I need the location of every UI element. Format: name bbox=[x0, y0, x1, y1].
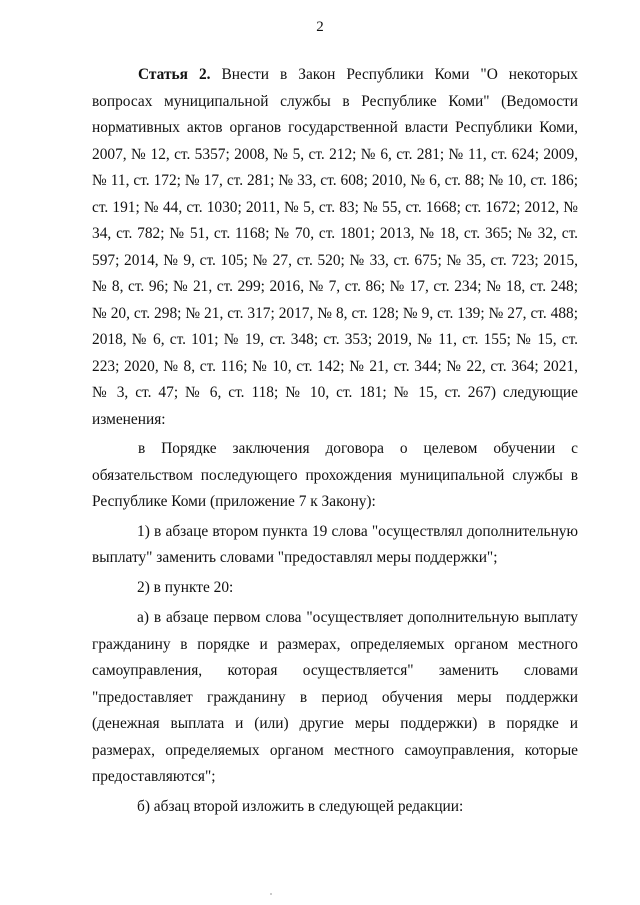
item-2-paragraph: 2) в пункте 20: bbox=[137, 578, 234, 596]
article-intro-text: Внести в Закон Республики Коми "О некоторых вопросах муниципальной службы в Республике Коми" (Ведомости нормативных актов органов государственной власти Республики Коми, 2007, № 12, ст. 5357; 2008, № 5, ст. 212; № 6, ст. 281; № 11, ст. 624; 2009, № 11, ст. 172; № 17, ст. 281; № 33, ст. 608; 2010, № 6, ст. 88; № 10, ст. 186; ст. 191; № 44, ст. 1030; 2011, № 5, ст. 83; № 55, ст. 1668; ст. 1672; 2012, № 34, ст. 782; № 51, ст. 1168; № 70, ст. 1801; 2013, № 18, ст. 365; № 32, ст. 597; 2014, № 9, ст. 105; № 27, ст. 520; № 33, ст. 675; № 35, ст. 723; 2015, № 8, ст. 96; № 21, ст. 299; 2016, № 7, ст. 86; № 17, ст. 234; № 18, ст. 248; № 20, ст. 298; № 21, ст. 317; 2017, № 8, ст. 128; № 9, ст. 139; № 27, ст. 488; 2018, № 6, ст. 101; № 19, ст. 348; ст. 353; 2019, № 11, ст. 155; № 15, ст. 223; 2020, № 8, ст. 116; № 10, ст. 142; № 21, ст. 344; № 22, ст. 364; 2021, № 3, ст. 47; № 6, ст. 118; № 10, ст. 181; № 15, ст. 267) следующие изменения: bbox=[92, 66, 578, 428]
document-body bbox=[92, 62, 578, 820]
article-label: Статья 2. bbox=[138, 66, 211, 83]
page-number: 2 bbox=[316, 19, 324, 35]
order-intro-paragraph: в Порядке заключения договора о целевом обучении с обязательством последующего прохождения муниципальной службы в Республике Коми (приложение 7 к Закону): bbox=[92, 440, 578, 510]
item-1-paragraph: 1) в абзаце втором пункта 19 слова "осуществлял дополнительную выплату" заменить словами "предоставлял меры поддержки"; bbox=[92, 522, 578, 566]
item-2b-paragraph: б) абзац второй изложить в следующей редакции: bbox=[137, 797, 464, 815]
item-2a-paragraph: а) в абзаце первом слова "осуществляет дополнительную выплату гражданину в порядке и размерах, определяемых органом местного самоуправления, которая осуществляется" заменить словами "предоставляет гражданину в период обучения меры поддержки (денежная выплата и (или) другие меры поддержки) в порядке и размерах, определяемых органом местного самоуправления, которые предоставляются"; bbox=[92, 609, 578, 785]
scan-speck bbox=[270, 893, 272, 895]
article-paragraph bbox=[92, 62, 578, 433]
